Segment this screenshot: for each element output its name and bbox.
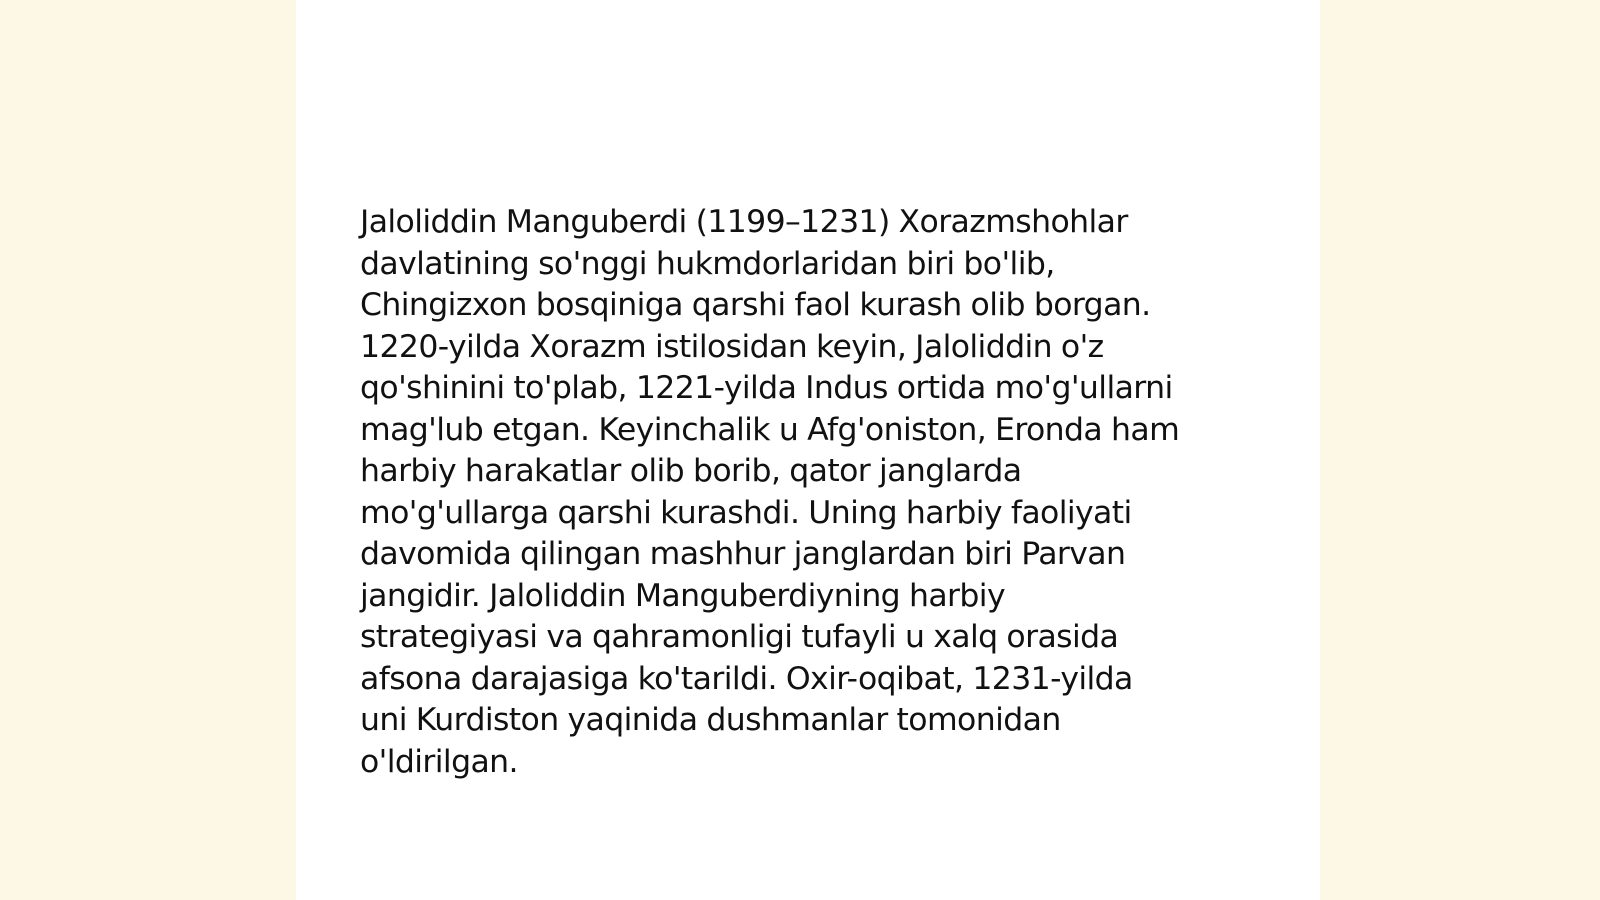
- text-line: uni Kurdiston yaqinida dushmanlar tomonidan: [360, 702, 1061, 738]
- text-line: o'ldirilgan.: [360, 743, 518, 780]
- text-line: Chingizxon bosqiniga qarshi faol kurash olib borgan.: [360, 287, 1151, 323]
- document-page: [296, 0, 1320, 900]
- text-line: mo'g'ullarga qarshi kurashdi. Uning harbiy faoliyati: [360, 494, 1132, 531]
- text-line: davomida qilingan mashhur janglardan biri Parvan: [360, 536, 1126, 572]
- body-paragraph: [360, 202, 1260, 783]
- text-line: davlatining so'nggi hukmdorlaridan biri bo'lib,: [360, 245, 1055, 282]
- text-line: Jaloliddin Manguberdi (1199–1231) Xorazmshohlar: [360, 204, 1128, 240]
- text-line: strategiyasi va qahramonligi tufayli u xalq orasida: [360, 619, 1119, 655]
- text-line: harbiy harakatlar olib borib, qator janglarda: [360, 453, 1022, 489]
- text-line: jangidir. Jaloliddin Manguberdiyning harbiy: [360, 577, 1005, 614]
- text-line: mag'lub etgan. Keyinchalik u Afg'oniston, Eronda ham: [360, 411, 1180, 448]
- text-line: qo'shinini to'plab, 1221-yilda Indus ortida mo'g'ullarni: [360, 370, 1173, 406]
- text-line: 1220-yilda Xorazm istilosidan keyin, Jaloliddin o'z: [360, 328, 1104, 365]
- text-line: afsona darajasiga ko'tarildi. Oxir-oqibat, 1231-yilda: [360, 660, 1133, 697]
